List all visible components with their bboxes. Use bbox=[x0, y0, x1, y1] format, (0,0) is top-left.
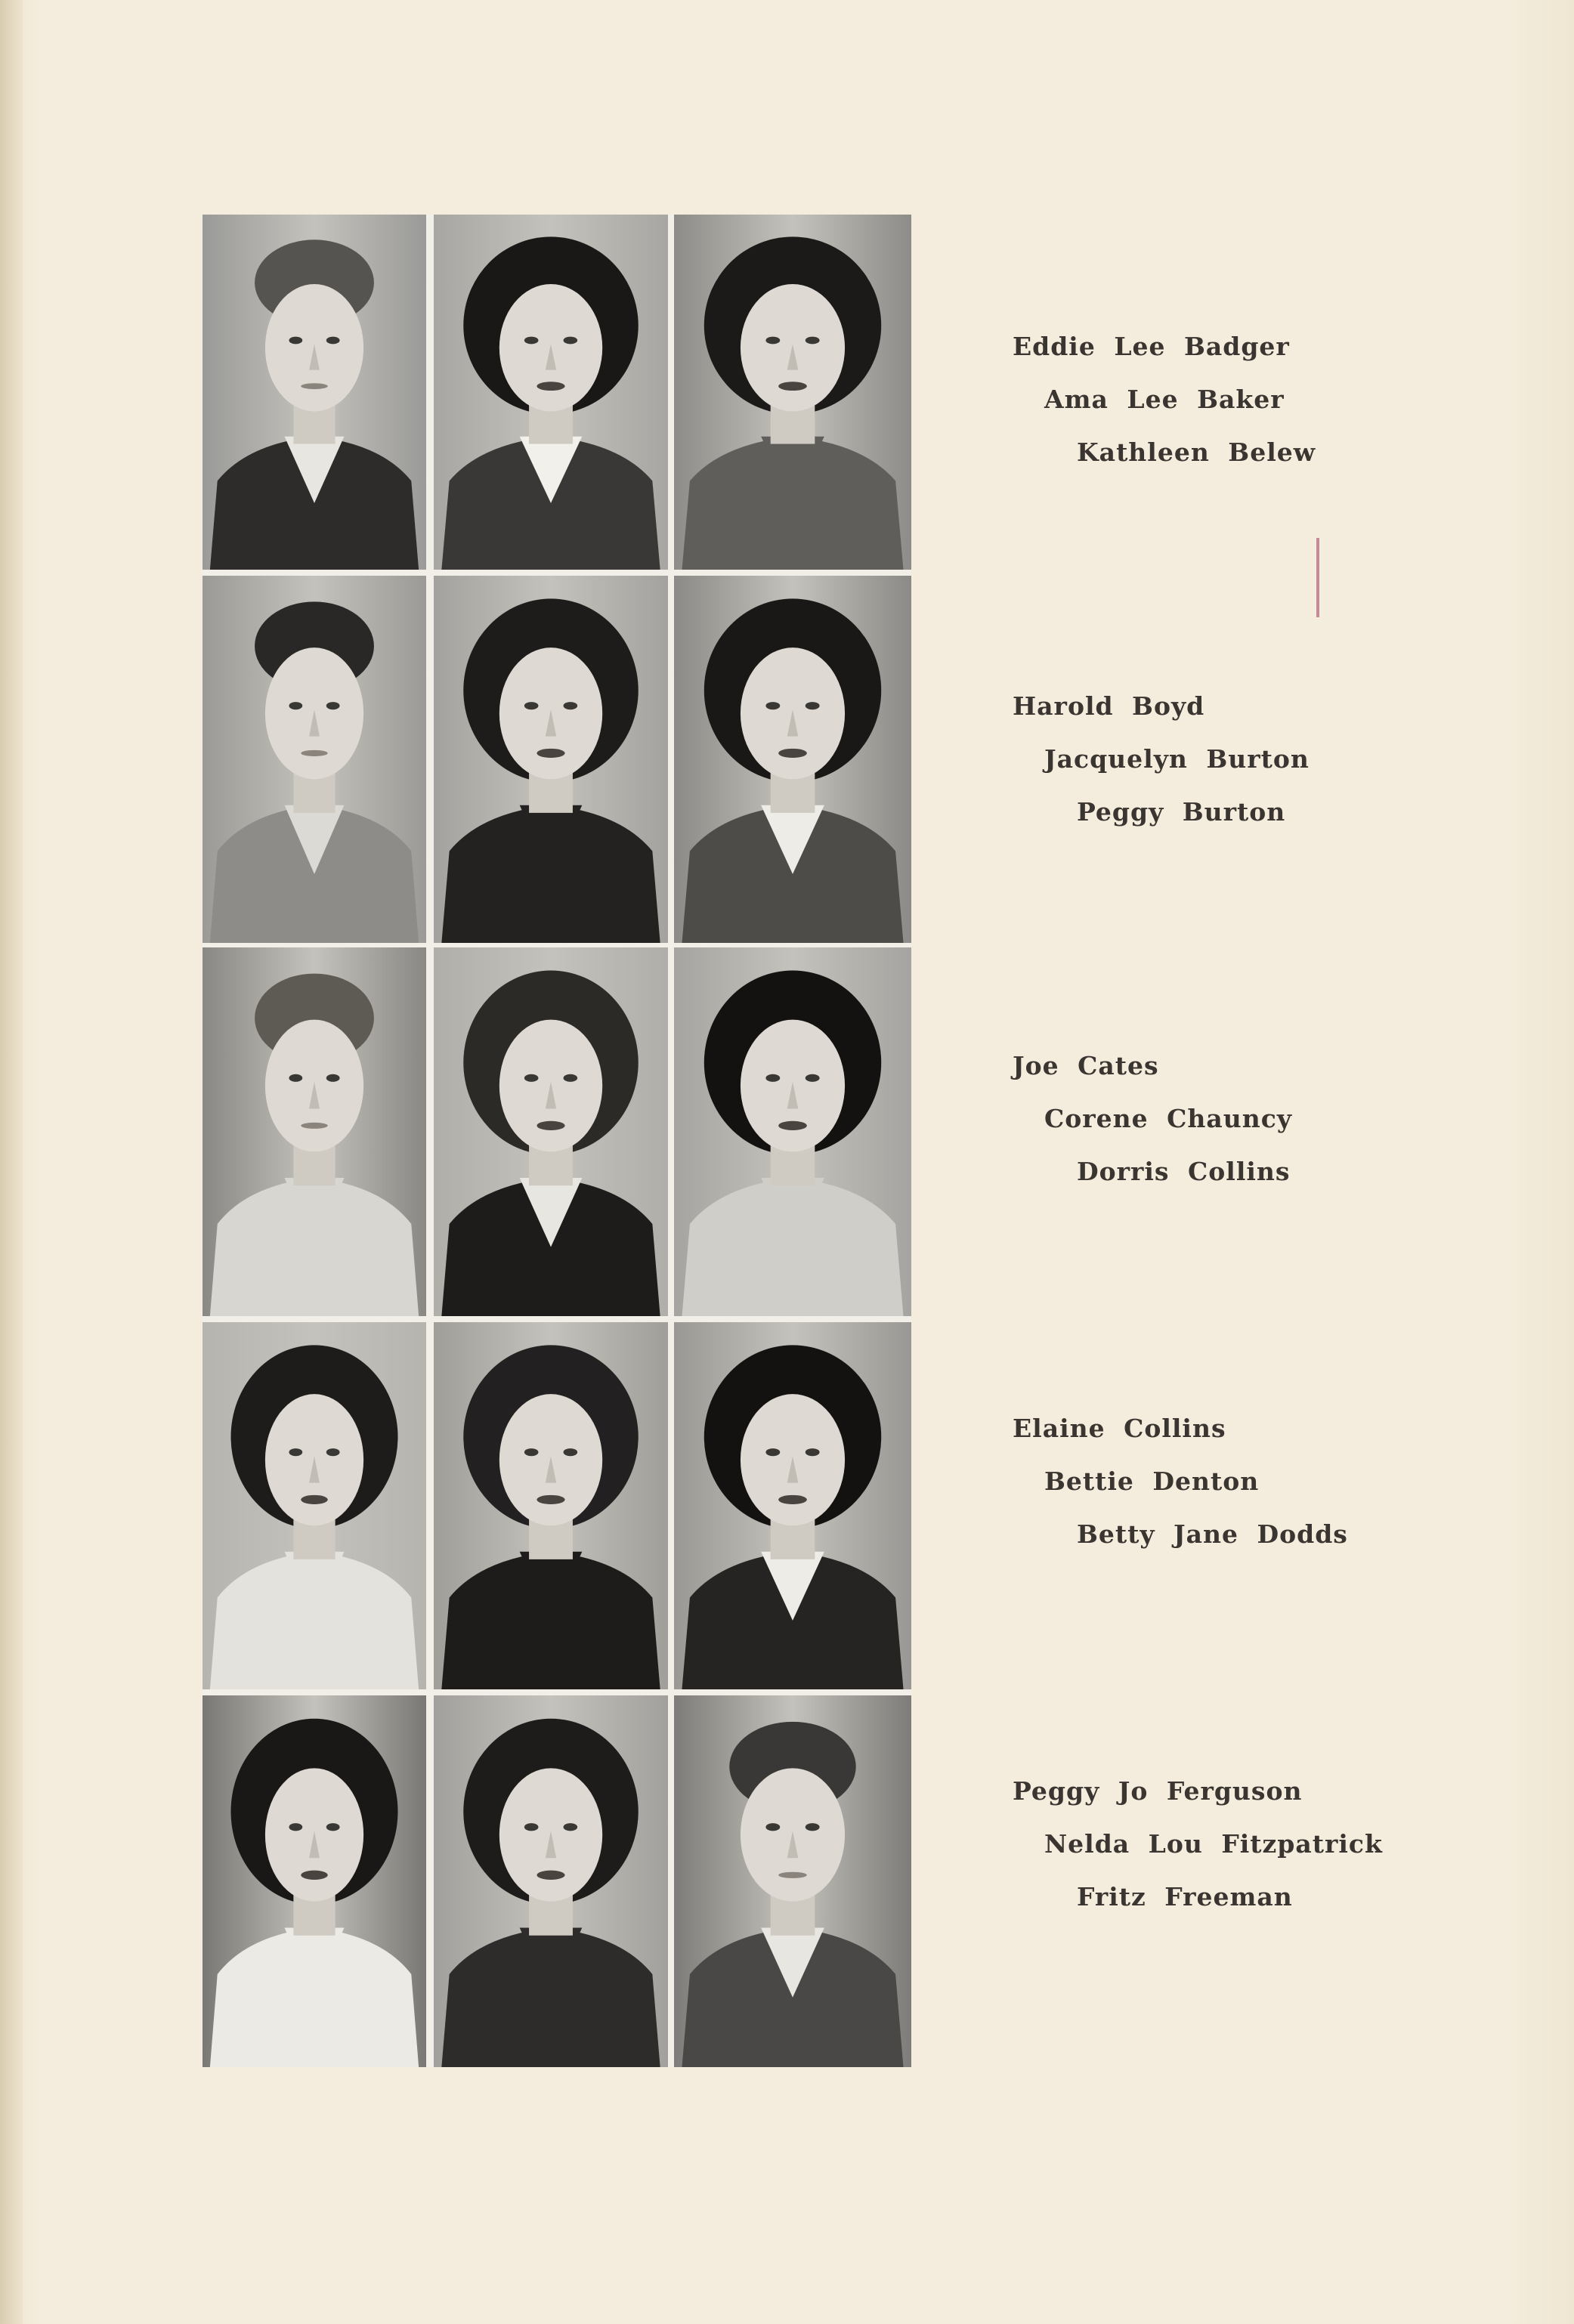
student-portrait bbox=[674, 947, 911, 1316]
student-portrait bbox=[674, 215, 911, 570]
student-portrait bbox=[674, 1322, 911, 1689]
student-portrait bbox=[434, 1695, 668, 2067]
name-group-row-1 bbox=[1013, 320, 1316, 479]
student-name: Kathleen Belew bbox=[1077, 437, 1316, 467]
student-name: Nelda Lou Fitzpatrick bbox=[1044, 1829, 1383, 1859]
name-group-row-5 bbox=[1013, 1765, 1383, 1924]
student-name: Harold Boyd bbox=[1013, 691, 1205, 721]
student-portrait bbox=[203, 576, 426, 943]
student-name: Elaine Collins bbox=[1013, 1414, 1226, 1443]
student-name: Corene Chauncy bbox=[1044, 1104, 1293, 1133]
student-portrait bbox=[674, 1695, 911, 2067]
student-name: Eddie Lee Badger bbox=[1013, 332, 1290, 361]
student-name: Dorris Collins bbox=[1077, 1157, 1291, 1186]
student-name: Betty Jane Dodds bbox=[1077, 1519, 1348, 1549]
student-name: Fritz Freeman bbox=[1077, 1882, 1293, 1911]
student-portrait bbox=[434, 947, 668, 1316]
student-name: Bettie Denton bbox=[1044, 1466, 1260, 1496]
student-portrait bbox=[674, 576, 911, 943]
student-portrait bbox=[434, 1322, 668, 1689]
student-portrait bbox=[203, 1322, 426, 1689]
page-binding-edge bbox=[0, 0, 23, 2324]
student-portrait bbox=[434, 576, 668, 943]
student-portrait bbox=[434, 215, 668, 570]
ink-mark bbox=[1316, 538, 1319, 617]
student-portrait bbox=[203, 1695, 426, 2067]
student-name: Joe Cates bbox=[1013, 1051, 1159, 1080]
student-name: Peggy Jo Ferguson bbox=[1013, 1776, 1303, 1806]
name-group-row-2 bbox=[1013, 680, 1310, 839]
student-portrait bbox=[203, 215, 426, 570]
student-name: Peggy Burton bbox=[1077, 797, 1286, 827]
name-group-row-4 bbox=[1013, 1402, 1348, 1561]
portrait-grid bbox=[203, 215, 911, 2067]
name-group-row-3 bbox=[1013, 1040, 1292, 1198]
student-portrait bbox=[203, 947, 426, 1316]
student-name: Ama Lee Baker bbox=[1044, 385, 1285, 414]
student-name: Jacquelyn Burton bbox=[1044, 744, 1310, 774]
